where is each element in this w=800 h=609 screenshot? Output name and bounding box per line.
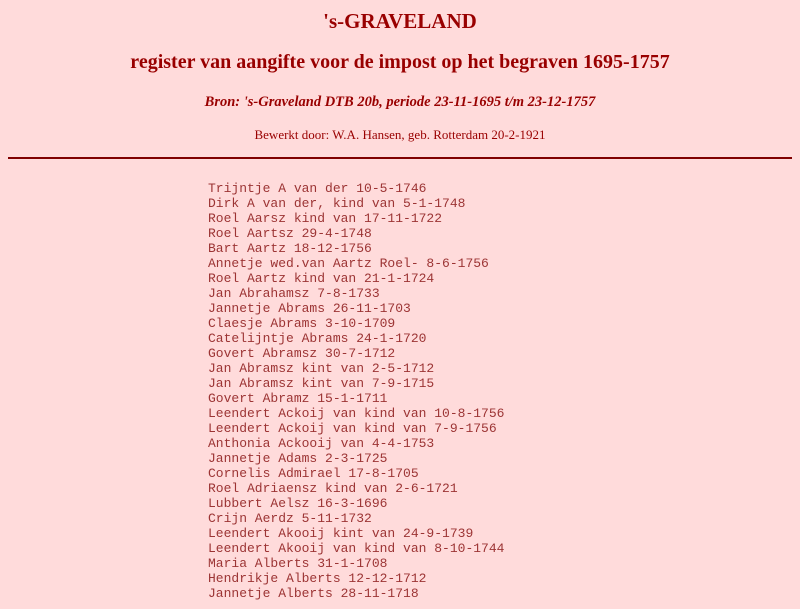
record-line: Govert Abramsz 30-7-1712: [208, 346, 396, 361]
record-line: Jan Abramsz kint van 7-9-1715: [208, 376, 435, 391]
record-line: Cornelis Admirael 17-8-1705: [208, 466, 419, 481]
record-line: Leendert Ackoij van kind van 10-8-1756: [208, 406, 505, 421]
record-line: Roel Aarsz kind van 17-11-1722: [208, 211, 443, 226]
record-line: Jannetje Abrams 26-11-1703: [208, 301, 411, 316]
source-line: Bron: 's-Graveland DTB 20b, periode 23-11-1695 t/m 23-12-1757: [204, 94, 596, 110]
divider-rule: [8, 157, 792, 159]
record-line: Leendert Akooij van kind van 8-10-1744: [208, 541, 505, 556]
page-subtitle: register van aangifte voor de impost op het begraven 1695-1757: [130, 51, 670, 73]
record-line: Dirk A van der, kind van 5-1-1748: [208, 196, 466, 211]
record-line: Jannetje Adams 2-3-1725: [208, 451, 388, 466]
record-line: Roel Aartsz 29-4-1748: [208, 226, 372, 241]
record-line: Anthonia Ackooij van 4-4-1753: [208, 436, 435, 451]
record-line: Jan Abramsz kint van 2-5-1712: [208, 361, 435, 376]
record-line: Leendert Ackoij van kind van 7-9-1756: [208, 421, 497, 436]
record-line: Hendrikje Alberts 12-12-1712: [208, 571, 427, 586]
record-line: Claesje Abrams 3-10-1709: [208, 316, 396, 331]
record-line: Catelijntje Abrams 24-1-1720: [208, 331, 427, 346]
record-line: Govert Abramz 15-1-1711: [208, 391, 388, 406]
record-line: Annetje wed.van Aartz Roel- 8-6-1756: [208, 256, 489, 271]
record-line: Crijn Aerdz 5-11-1732: [208, 511, 372, 526]
record-line: Jannetje Alberts 28-11-1718: [208, 586, 419, 601]
record-line: Lubbert Aelsz 16-3-1696: [208, 496, 388, 511]
record-line: Bart Aartz 18-12-1756: [208, 241, 372, 256]
page-title: 's-GRAVELAND: [323, 9, 477, 33]
record-line: Maria Alberts 31-1-1708: [208, 556, 388, 571]
editor-line: Bewerkt door: W.A. Hansen, geb. Rotterdam 20-2-1921: [254, 127, 546, 142]
page: [0, 9, 800, 609]
record-line: Trijntje A van der 10-5-1746: [208, 181, 427, 196]
page-header: [0, 9, 800, 142]
record-line: Jan Abrahamsz 7-8-1733: [208, 286, 380, 301]
record-line: Roel Adriaensz kind van 2-6-1721: [208, 481, 458, 496]
records-list: [208, 181, 800, 601]
record-line: Roel Aartz kind van 21-1-1724: [208, 271, 435, 286]
record-line: Leendert Akooij kint van 24-9-1739: [208, 526, 474, 541]
